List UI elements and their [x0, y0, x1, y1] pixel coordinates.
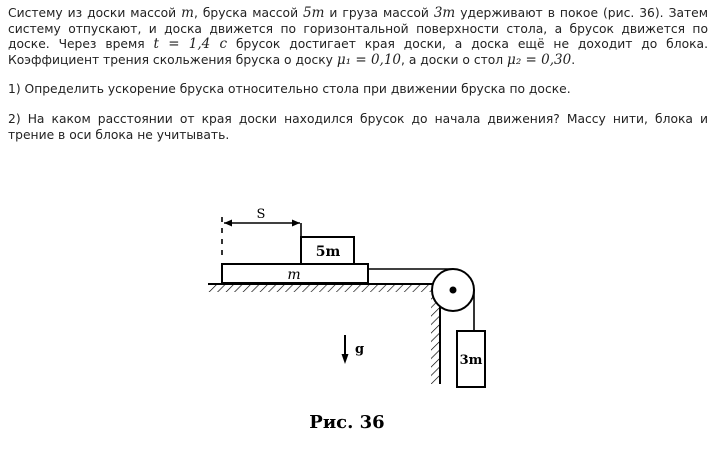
gravity-label: g: [355, 342, 365, 357]
table-surface: [208, 284, 440, 384]
mass-board: m: [181, 5, 194, 21]
pulley: [432, 269, 474, 311]
time-value: t = 1,4 с: [153, 36, 228, 53]
mass-weight: 3m: [433, 5, 456, 21]
statement-part-6: , а доски о стол: [401, 52, 508, 67]
block-label: 5m: [315, 244, 341, 260]
statement-part-7: .: [571, 52, 576, 67]
gravity-arrow: [342, 335, 349, 364]
friction-mu2: μ₂ = 0,30: [507, 51, 572, 68]
statement-part-4: удерживают в покое (рис. 36). Затем систему отпускают, и доска движется по горизонтальной поверхности стола, а брусок движется по доске. Через время: [8, 6, 708, 52]
board-label: m: [287, 267, 301, 283]
friction-mu1: μ₁ = 0,10: [336, 51, 402, 68]
figure-caption: Рис. 36: [309, 412, 385, 433]
statement-part-1: Систему из доски массой: [8, 6, 182, 20]
statement-part-3: и груза массой: [324, 6, 434, 20]
statement-part-5: брусок достигает края доски, а доска ещё не доходит до блока. Коэффициент трения скольжения бруска о доску: [8, 37, 708, 67]
distance-label: S: [256, 207, 266, 222]
mass-block: 5m: [303, 5, 325, 21]
weight-label: 3m: [459, 353, 483, 368]
distance-marker: [222, 217, 301, 258]
statement-part-2: , бруска массой: [193, 6, 304, 20]
question-2: 2) На каком расстоянии от края доски находился брусок до начала движения? Массу нити, блока и трение в оси блока не учитывать.: [8, 111, 708, 142]
question-1: 1) Определить ускорение бруска относительно стола при движении бруска по доске.: [8, 82, 571, 97]
